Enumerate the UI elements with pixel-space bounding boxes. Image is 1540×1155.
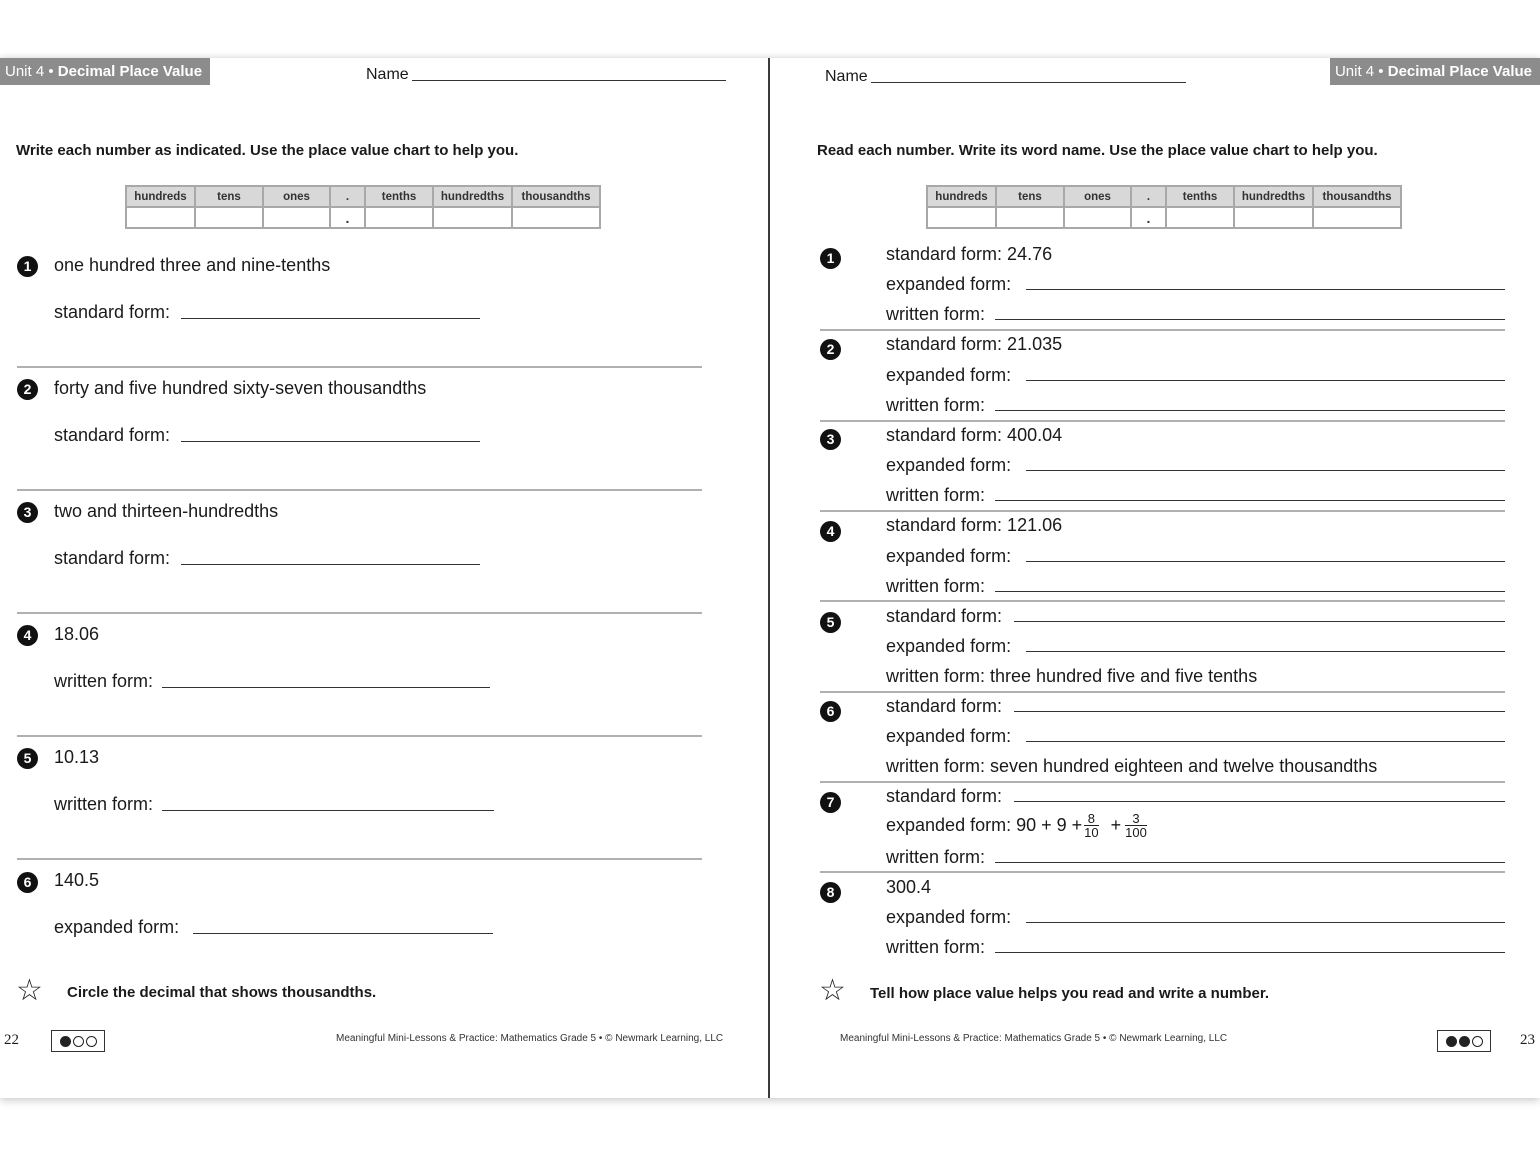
pv-decimal-point: .: [330, 207, 365, 228]
answer-label: written form:: [886, 847, 986, 867]
answer-field[interactable]: [995, 410, 1505, 411]
answer-field[interactable]: [181, 318, 480, 319]
answer-field[interactable]: [995, 500, 1505, 501]
question-prompt: one hundred three and nine-tenths: [54, 255, 331, 275]
footer-credit: Meaningful Mini-Lessons & Practice: Mathematics Grade 5 • © Newmark Learning, LLC: [840, 1033, 1228, 1044]
answer-field[interactable]: [1014, 621, 1505, 622]
level-dot-icon: [1472, 1036, 1483, 1047]
answer-label: expanded form:: [886, 636, 1012, 656]
pv-header: ones: [1064, 186, 1131, 207]
given-standard-form: standard form: 21.035: [886, 334, 1063, 354]
name-label: Name: [366, 66, 409, 83]
page-number: 22: [4, 1032, 19, 1048]
question-number-icon: 2: [820, 339, 841, 360]
answer-field[interactable]: [162, 810, 494, 811]
question-prompt: 140.5: [54, 870, 100, 890]
plus-sign: +: [1110, 815, 1122, 835]
level-dot-icon: [73, 1036, 84, 1047]
unit-prefix: Unit 4 •: [5, 63, 54, 80]
question-number-icon: 6: [17, 872, 38, 893]
pv-header: tens: [996, 186, 1064, 207]
level-dot-icon: [86, 1036, 97, 1047]
question-divider: [17, 858, 702, 860]
question-divider: [17, 612, 702, 614]
question-divider: [820, 781, 1505, 783]
name-field[interactable]: [871, 82, 1186, 83]
fraction-denominator: 10: [1084, 825, 1099, 840]
place-value-chart: [926, 185, 1402, 229]
pv-cell: [1234, 207, 1313, 228]
question-prompt: two and thirteen-hundredths: [54, 501, 279, 521]
answer-label: written form:: [886, 304, 986, 324]
question-divider: [820, 420, 1505, 422]
pv-header: hundredths: [433, 186, 512, 207]
pv-header: .: [1131, 186, 1166, 207]
answer-label: expanded form:: [886, 907, 1012, 927]
level-dot-icon: [1446, 1036, 1457, 1047]
pv-header: ones: [263, 186, 330, 207]
answer-label: standard form:: [54, 302, 171, 322]
question-divider: [820, 510, 1505, 512]
answer-field[interactable]: [1026, 470, 1505, 471]
level-dot-icon: [60, 1036, 71, 1047]
answer-label: written form:: [886, 395, 986, 415]
answer-label: standard form:: [886, 786, 1003, 806]
answer-field[interactable]: [1026, 651, 1505, 652]
pv-header: hundreds: [126, 186, 195, 207]
answer-label: standard form:: [54, 425, 171, 445]
name-label: Name: [825, 68, 868, 85]
pv-cell: [996, 207, 1064, 228]
question-number-icon: 5: [820, 612, 841, 633]
pv-cell: [433, 207, 512, 228]
answer-field[interactable]: [1026, 380, 1505, 381]
star-prompt: Tell how place value helps you read and write a number.: [870, 985, 1270, 1002]
pv-decimal-point: .: [1131, 207, 1166, 228]
question-divider: [17, 735, 702, 737]
unit-title: Decimal Place Value: [1387, 63, 1532, 80]
answer-label: expanded form:: [886, 726, 1012, 746]
given-standard-form: 300.4: [886, 877, 932, 897]
answer-field[interactable]: [181, 441, 480, 442]
answer-label: expanded form:: [886, 455, 1012, 475]
instructions: Write each number as indicated. Use the place value chart to help you.: [16, 142, 519, 159]
answer-field[interactable]: [995, 862, 1505, 863]
pv-cell: [263, 207, 330, 228]
left-page: [0, 58, 769, 1098]
star-prompt: Circle the decimal that shows thousandths.: [67, 984, 377, 1001]
page-gutter: [768, 58, 770, 1098]
answer-field[interactable]: [1026, 922, 1505, 923]
answer-label: expanded form:: [886, 365, 1012, 385]
question-divider: [820, 329, 1505, 331]
pv-cell: [1064, 207, 1131, 228]
question-prompt: forty and five hundred sixty-seven thousandths: [54, 378, 427, 398]
given-written-form: written form: seven hundred eighteen and twelve thousandths: [886, 756, 1378, 776]
question-number-icon: 3: [820, 429, 841, 450]
answer-label: expanded form:: [54, 917, 180, 937]
question-divider: [820, 871, 1505, 873]
fraction-numerator: 8: [1084, 812, 1098, 826]
answer-label: written form:: [886, 576, 986, 596]
right-page: [771, 58, 1540, 1098]
pv-header: thousandths: [512, 186, 600, 207]
unit-tab: [1330, 58, 1540, 85]
answer-field[interactable]: [1026, 289, 1505, 290]
answer-field[interactable]: [995, 319, 1505, 320]
question-number-icon: 3: [17, 502, 38, 523]
question-divider: [820, 600, 1505, 602]
expanded-form-text: expanded form: 90 + 9 +: [886, 815, 1083, 835]
level-indicator-icon: [1437, 1030, 1491, 1052]
question-number-icon: 6: [820, 701, 841, 722]
question-number-icon: 8: [820, 882, 841, 903]
pv-header: thousandths: [1313, 186, 1401, 207]
pv-header: tenths: [1166, 186, 1234, 207]
question-number-icon: 5: [17, 748, 38, 769]
answer-field[interactable]: [995, 591, 1505, 592]
unit-prefix: Unit 4 •: [1334, 63, 1384, 80]
answer-field[interactable]: [1026, 741, 1505, 742]
pv-header: .: [330, 186, 365, 207]
place-value-chart: [125, 185, 601, 229]
pv-cell: [126, 207, 195, 228]
answer-field[interactable]: [1014, 711, 1505, 712]
answer-label: written form:: [886, 485, 986, 505]
book-spread: [0, 58, 1540, 1098]
pv-cell: [365, 207, 433, 228]
footer-credit: Meaningful Mini-Lessons & Practice: Mathematics Grade 5 • © Newmark Learning, LLC: [336, 1033, 724, 1044]
question-number-icon: 2: [17, 379, 38, 400]
answer-field[interactable]: [995, 952, 1505, 953]
level-indicator-icon: [51, 1030, 105, 1052]
answer-label: standard form:: [54, 548, 171, 568]
level-dot-icon: [1459, 1036, 1470, 1047]
star-icon: ☆: [819, 974, 846, 1007]
answer-label: standard form:: [886, 606, 1003, 626]
answer-field[interactable]: [193, 933, 493, 934]
name-field[interactable]: [412, 80, 726, 81]
pv-cell: [1313, 207, 1401, 228]
answer-field[interactable]: [1014, 801, 1505, 802]
fraction-numerator: 3: [1125, 812, 1147, 826]
answer-label: written form:: [54, 794, 154, 814]
question-number-icon: 4: [17, 625, 38, 646]
given-written-form: written form: three hundred five and five tenths: [886, 666, 1258, 686]
fraction: [1125, 812, 1147, 839]
answer-label: written form:: [886, 937, 986, 957]
question-prompt: 18.06: [54, 624, 100, 644]
given-standard-form: standard form: 24.76: [886, 244, 1053, 264]
pv-cell: [1166, 207, 1234, 228]
answer-field[interactable]: [181, 564, 480, 565]
answer-label: expanded form:: [886, 546, 1012, 566]
page-number: 23: [1520, 1032, 1535, 1048]
answer-field[interactable]: [162, 687, 490, 688]
given-standard-form: standard form: 121.06: [886, 515, 1063, 535]
pv-cell: [195, 207, 263, 228]
answer-label: standard form:: [886, 696, 1003, 716]
unit-title: Decimal Place Value: [57, 63, 203, 80]
question-number-icon: 1: [820, 248, 841, 269]
question-prompt: 10.13: [54, 747, 100, 767]
fraction-denominator: 100: [1125, 825, 1147, 840]
question-number-icon: 4: [820, 521, 841, 542]
pv-header: hundredths: [1234, 186, 1313, 207]
given-standard-form: standard form: 400.04: [886, 425, 1063, 445]
question-divider: [17, 366, 702, 368]
given-expanded-form: [886, 812, 1149, 839]
instructions: Read each number. Write its word name. Use the place value chart to help you.: [817, 142, 1378, 159]
answer-label: expanded form:: [886, 274, 1012, 294]
question-divider: [17, 489, 702, 491]
unit-tab: [0, 58, 210, 85]
question-number-icon: 7: [820, 792, 841, 813]
fraction: [1084, 812, 1098, 839]
answer-label: written form:: [54, 671, 154, 691]
pv-cell: [512, 207, 600, 228]
pv-header: tenths: [365, 186, 433, 207]
question-number-icon: 1: [17, 256, 38, 277]
answer-field[interactable]: [1026, 561, 1505, 562]
star-icon: ☆: [16, 974, 43, 1007]
pv-cell: [927, 207, 996, 228]
pv-header: tens: [195, 186, 263, 207]
pv-header: hundreds: [927, 186, 996, 207]
question-divider: [820, 691, 1505, 693]
